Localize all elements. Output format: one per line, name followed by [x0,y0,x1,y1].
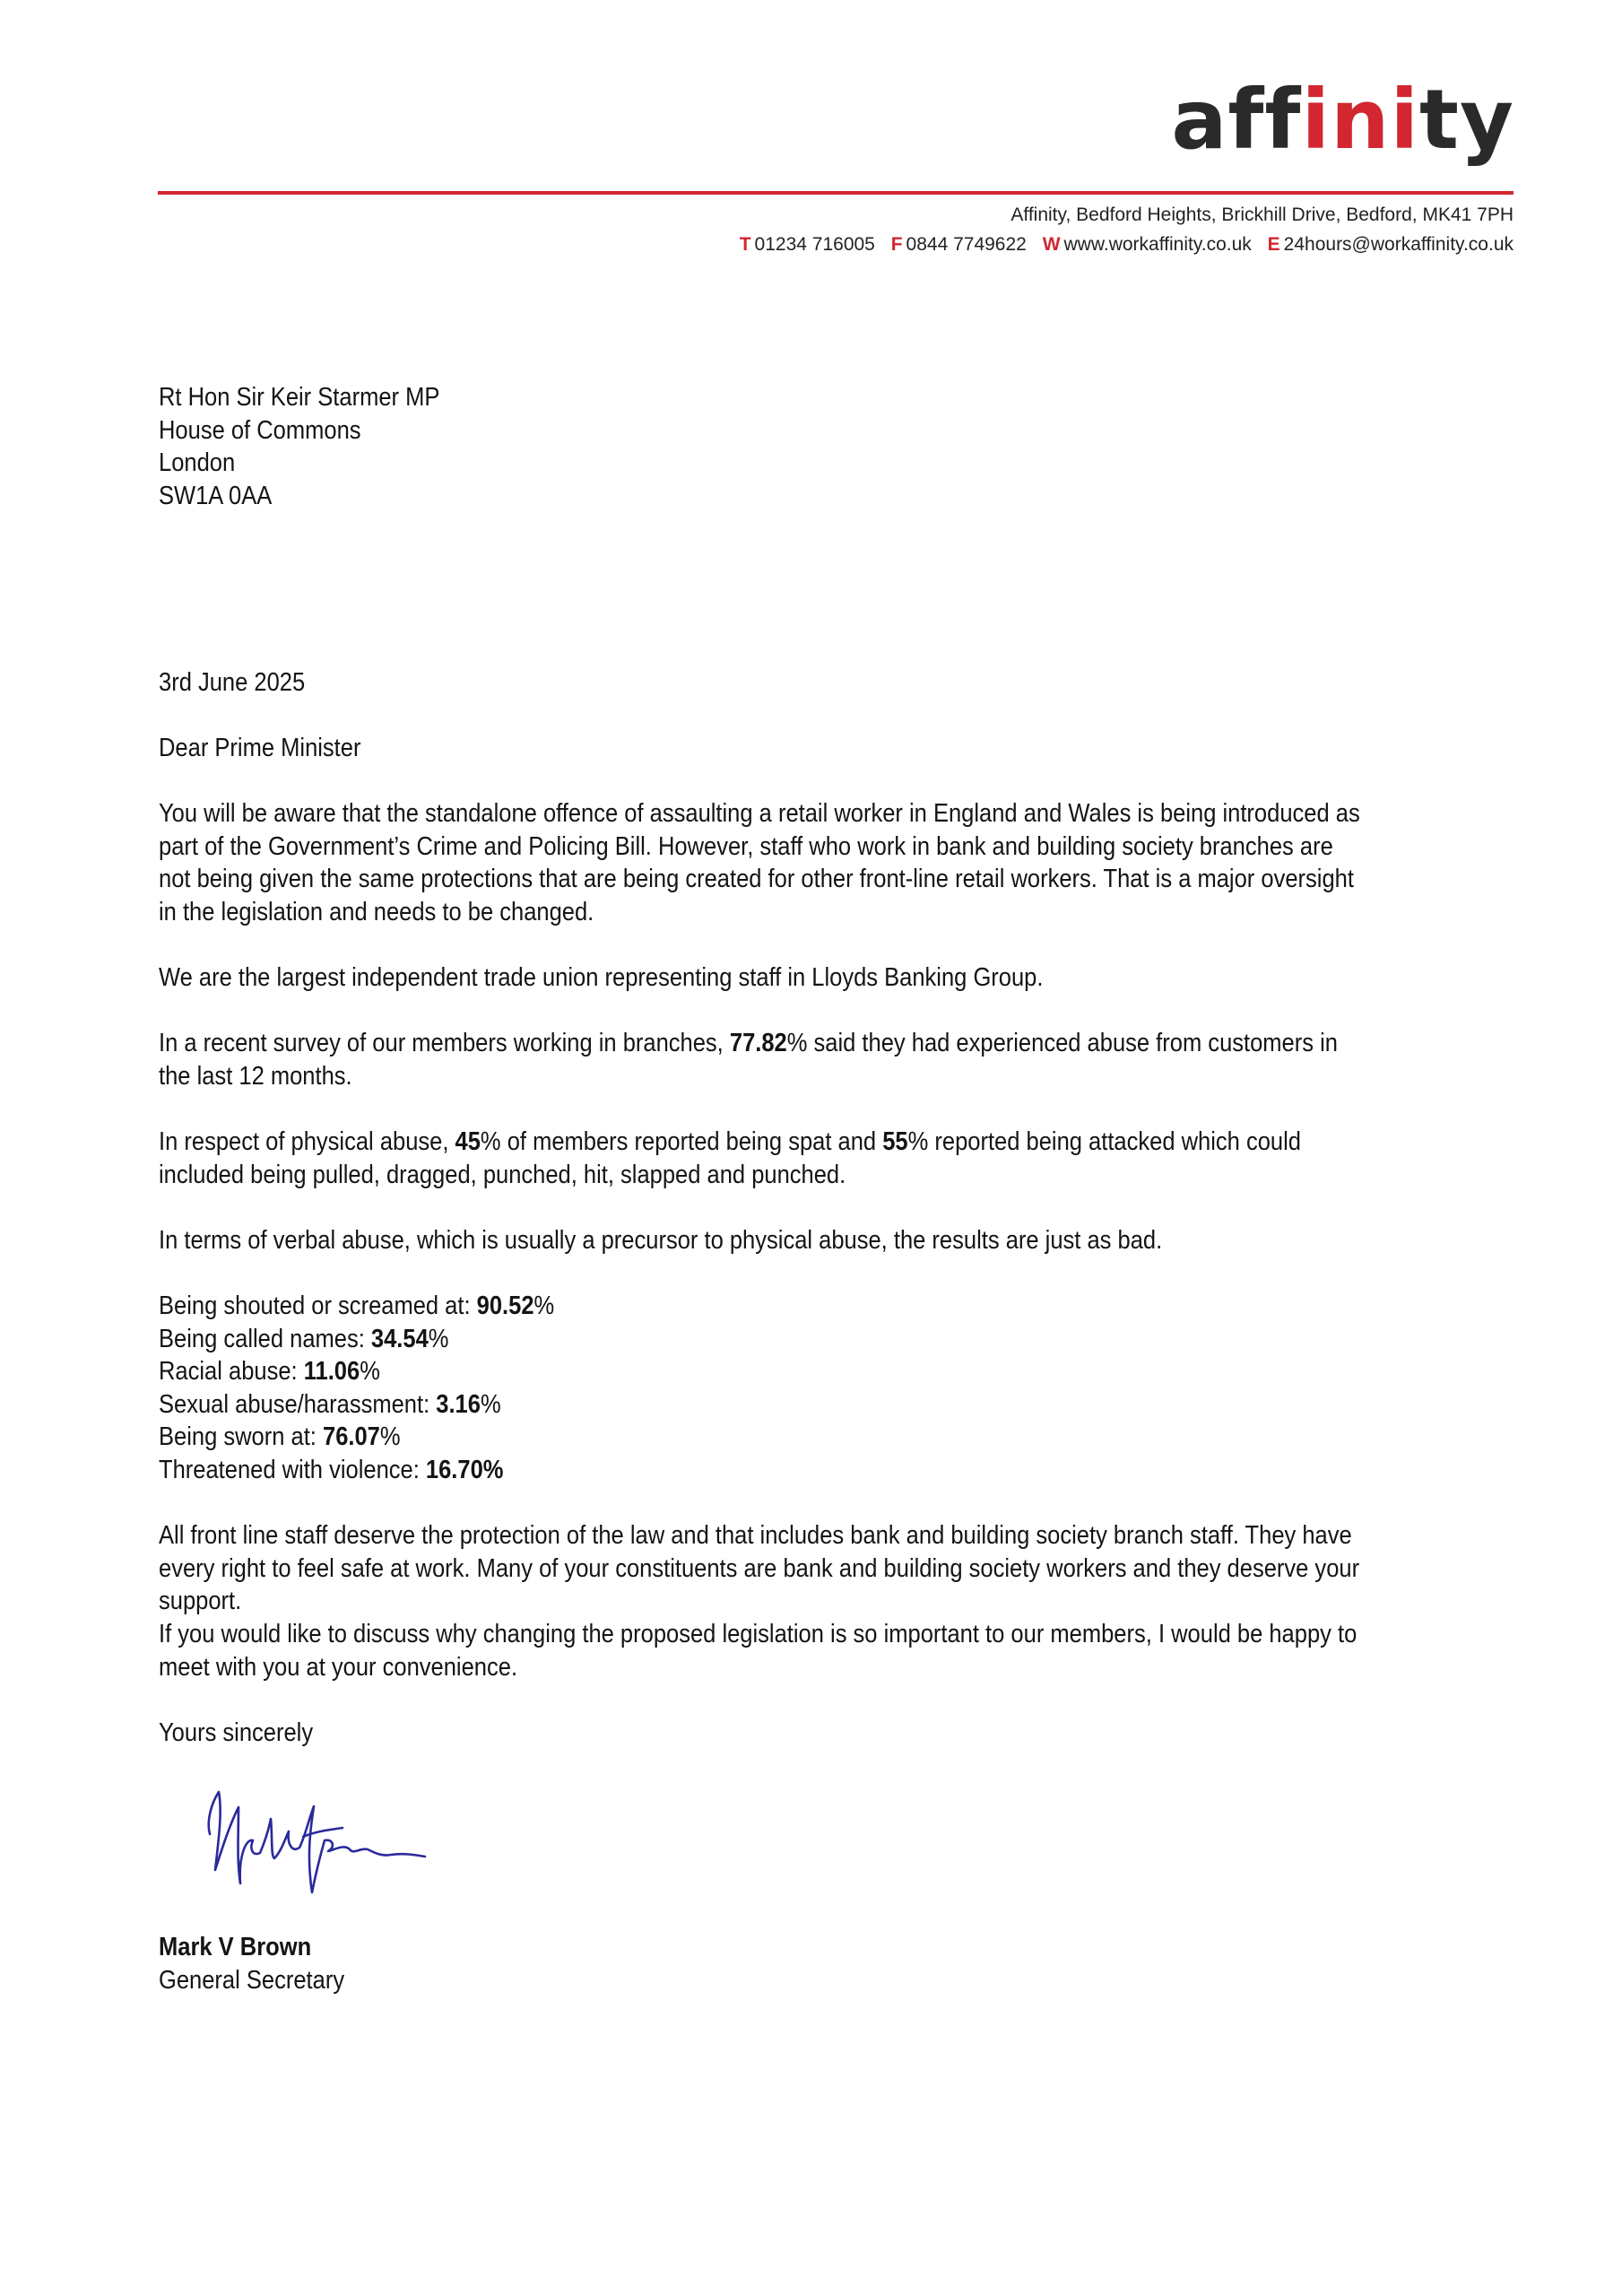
stat-value: 34.54 [370,1324,429,1353]
web-label: W [1042,234,1061,255]
fax-label: F [890,234,903,255]
stat-value: 11.06 [303,1357,360,1386]
stat-label: Racial abuse: [159,1357,304,1386]
email-link[interactable]: 24hours@workaffinity.co.uk [1283,234,1514,255]
letterhead-divider [158,191,1514,195]
stat-line [159,1290,1370,1323]
stat-line [159,1421,1370,1454]
fax-number: 0844 7749622 [906,234,1027,255]
stat-value: 55 [882,1127,908,1156]
paragraph-intro: You will be aware that the standalone offence of assaulting a retail worker in England and Wales is being introduced as part of the Government’s Crime and Policing Bill. However, staff who work in bank and building society branches are not being given the same protections that are being created for other front-line retail workers. That is a major oversight in the legislation and needs to be changed. [159,799,1360,926]
salutation: Dear Prime Minister [159,734,361,762]
recipient-line: SW1A 0AA [159,481,273,510]
paragraph-protection: All front line staff deserve the protection of the law and that includes bank and building society branch staff. They have every right to feel safe at work. Many of your constituents are bank and building society workers and they deserve your support. [159,1521,1360,1615]
stat-suffix: % [480,1389,501,1419]
recipient-line: Rt Hon Sir Keir Starmer MP [159,383,440,412]
stat-suffix: % [533,1292,555,1320]
tel-number: 01234 716005 [754,234,875,255]
web-link[interactable]: www.workaffinity.co.uk [1063,234,1252,255]
signatory-block [159,1931,1370,1996]
email-label: E [1267,234,1280,255]
text-run: In respect of physical abuse, [159,1127,455,1156]
letter-date: 3rd June 2025 [159,668,306,697]
logo-text-accent: ini [1301,72,1420,168]
signatory-name: Mark V Brown [159,1933,312,1961]
text-run: % of members reported being spat and [480,1127,883,1156]
text-run: % reported being attacked which could included being pulled, dragged, punched, hit, slapped and punched. [159,1127,1301,1189]
recipient-address [159,381,1370,512]
stat-line [159,1355,1370,1388]
stat-label: Being called names: [159,1324,371,1353]
stat-line [159,1454,1370,1487]
text-run: In a recent survey of our members working in branches, [159,1029,730,1057]
signatory-title: General Secretary [159,1965,345,1995]
stat-value: 90.52 [476,1292,534,1320]
stat-suffix: % [379,1422,401,1451]
stat-value: 77.82 [729,1029,787,1057]
affinity-logo [1171,72,1514,168]
stat-label: Threatened with violence: [159,1455,426,1484]
logo-text-1: aff [1171,72,1302,168]
recipient-line: London [159,448,236,477]
stat-label: Being sworn at: [159,1422,323,1451]
stat-value: 3.16 [436,1389,481,1419]
stat-value: 16.70% [425,1455,504,1484]
logo-text-2: ty [1419,72,1514,168]
text-run: % said they had experienced abuse from customers in the last 12 months. [159,1029,1338,1091]
paragraph-verbal-abuse: In terms of verbal abuse, which is usually a precursor to physical abuse, the results are just as bad. [159,1226,1163,1255]
closing: Yours sincerely [159,1718,314,1747]
stat-suffix: % [360,1357,380,1386]
paragraph-union: We are the largest independent trade union representing staff in Lloyds Banking Group. [159,963,1044,992]
verbal-abuse-stats [159,1290,1370,1486]
paragraph-meeting: If you would like to discuss why changing the proposed legislation is so important to our members, I would be happy to meet with you at your convenience. [159,1620,1357,1682]
paragraph-survey [159,1027,1370,1092]
stat-line [159,1323,1370,1356]
stat-label: Being shouted or screamed at: [159,1292,477,1320]
recipient-line: House of Commons [159,415,361,445]
stat-value: 45 [455,1127,481,1156]
stat-label: Sexual abuse/harassment: [159,1389,437,1419]
stat-value: 76.07 [322,1422,380,1451]
letterhead-address: Affinity, Bedford Heights, Brickhill Drive, Bedford, MK41 7PH [1010,204,1514,225]
paragraph-physical-abuse [159,1126,1370,1191]
handwritten-signature [199,1785,432,1910]
stat-suffix: % [428,1324,449,1353]
tel-label: T [739,234,751,255]
letterhead-contact [740,234,1514,256]
stat-line [159,1388,1370,1422]
